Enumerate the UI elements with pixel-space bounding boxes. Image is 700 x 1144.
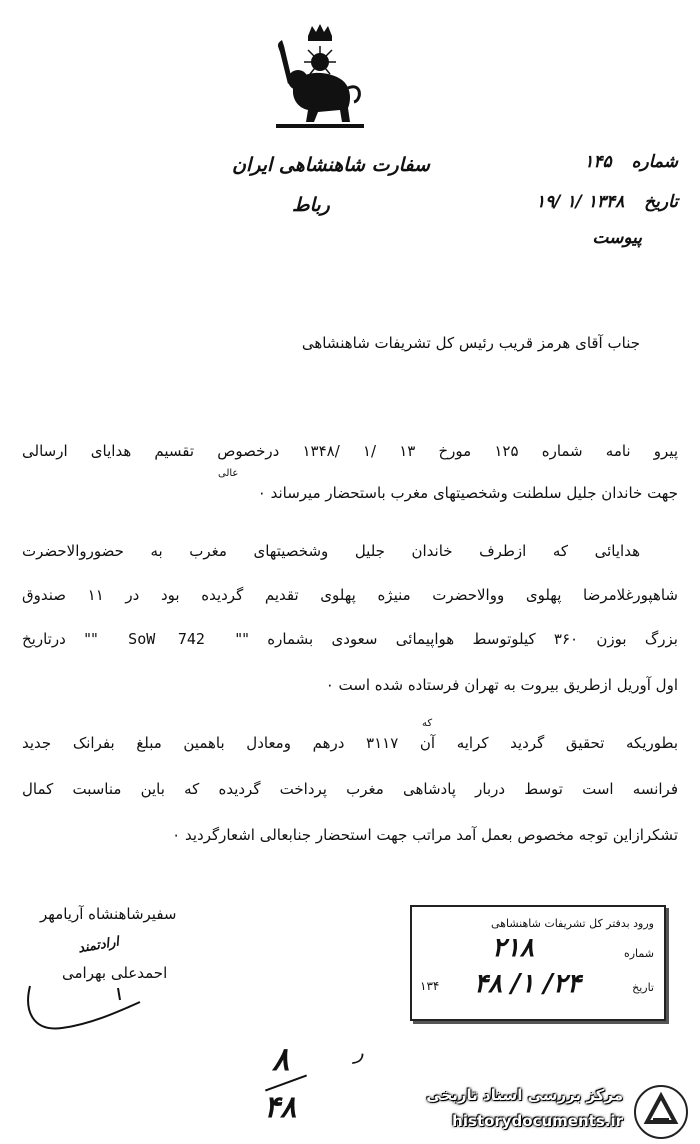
body-line: تشکرازاین توجه مخصوص بعمل آمد مراتب جهت استحضار جنابعالی اشعارگردید ٠: [172, 826, 678, 844]
attachment-label: پیوست: [592, 228, 642, 248]
addressee-line: جناب آقای هرمز قریب رئیس کل تشریفات شاهنشاهی: [301, 334, 640, 352]
signature-title: سفیرشاهنشاه آریامهر: [40, 905, 177, 923]
signatory-name: احمدعلی بهرامی: [62, 964, 168, 982]
letter-number: [584, 152, 678, 172]
receipt-stamp: [410, 905, 666, 1021]
body-line-part: بزرگ بوزن ۳۶۰ کیلوتوسط هواپیمائی سعودی بشماره "": [235, 630, 678, 648]
stamp-title: ورود بدفتر کل تشریفات شاهنشاهی: [491, 917, 654, 930]
document-center-logo-icon: [633, 1084, 689, 1140]
body-line: بطوریکه تحقیق گردید کرایه آن ۳۱۱۷ درهم ومعادل باهمین مبلغ بفرانک جدید: [22, 734, 678, 752]
body-line: هدایائی که ازطرف خاندان جلیل وشخصیتهای مغرب به حضوروالاحضرت: [22, 542, 640, 560]
number-label: شماره: [631, 152, 678, 172]
body-line: جهت خاندان جلیل سلطنت وشخصیتهای مغرب باستحضار میرساند ٠: [257, 484, 678, 502]
date-label: تاریخ: [644, 192, 678, 212]
signature-scribble: [22, 980, 152, 1040]
body-line: شاهپورغلامرضا پهلوی ووالاحضرت منیژه پهلوی تقدیم گردیده بود در ۱۱ صندوق: [22, 586, 678, 604]
stamp-date-value: ۴۸ /۱ /۲۴: [474, 969, 581, 999]
stamp-date-prefix: ۱۳۴: [420, 979, 440, 993]
small-handwritten-mark: ر: [354, 1040, 364, 1064]
interlinear-word: عالی: [218, 468, 239, 479]
body-line: پیرو نامه شماره ۱۲۵ مورخ ۱۳ /۱ /۱۳۴۸ درخصوص تقسیم هدایای ارسالی: [22, 442, 678, 460]
number-value: ۱۴۵: [584, 152, 612, 172]
watermark-url: historydocuments.ir: [452, 1112, 623, 1130]
stamp-number-value: ۲۱۸: [492, 933, 534, 963]
filing-mark-bottom: ۴۸: [264, 1090, 297, 1125]
body-line: اول آوریل ازطریق بیروت به تهران فرستاده شده است ٠: [325, 676, 678, 694]
embassy-name: سفارت شاهنشاهی ایران: [232, 154, 430, 176]
lion-and-sun-emblem-icon: [258, 22, 378, 140]
interlinear-word: که: [422, 718, 433, 729]
body-line-part: "" درتاریخ: [22, 630, 98, 648]
site-watermark: [415, 1084, 695, 1140]
letter-date: [536, 192, 678, 212]
body-line: فرانسه است توسط دربار پادشاهی مغرب پرداخت گردیده که باین مناسبت کمال: [22, 780, 678, 798]
stamp-date-label: تاریخ: [632, 981, 654, 994]
body-line: [22, 630, 678, 648]
date-value: ۱۳۴۸ /۱ /۱۹: [536, 192, 625, 212]
handwritten-note: ارادتمند: [77, 934, 121, 957]
stamp-number-label: شماره: [623, 947, 654, 960]
flight-number: SoW 742: [128, 630, 205, 648]
filing-mark-top: ۸: [272, 1040, 290, 1078]
filing-mark: [264, 1040, 354, 1135]
city-name: رباط: [292, 194, 330, 216]
watermark-name: مرکز بررسی اسناد تاریخی: [426, 1086, 623, 1104]
